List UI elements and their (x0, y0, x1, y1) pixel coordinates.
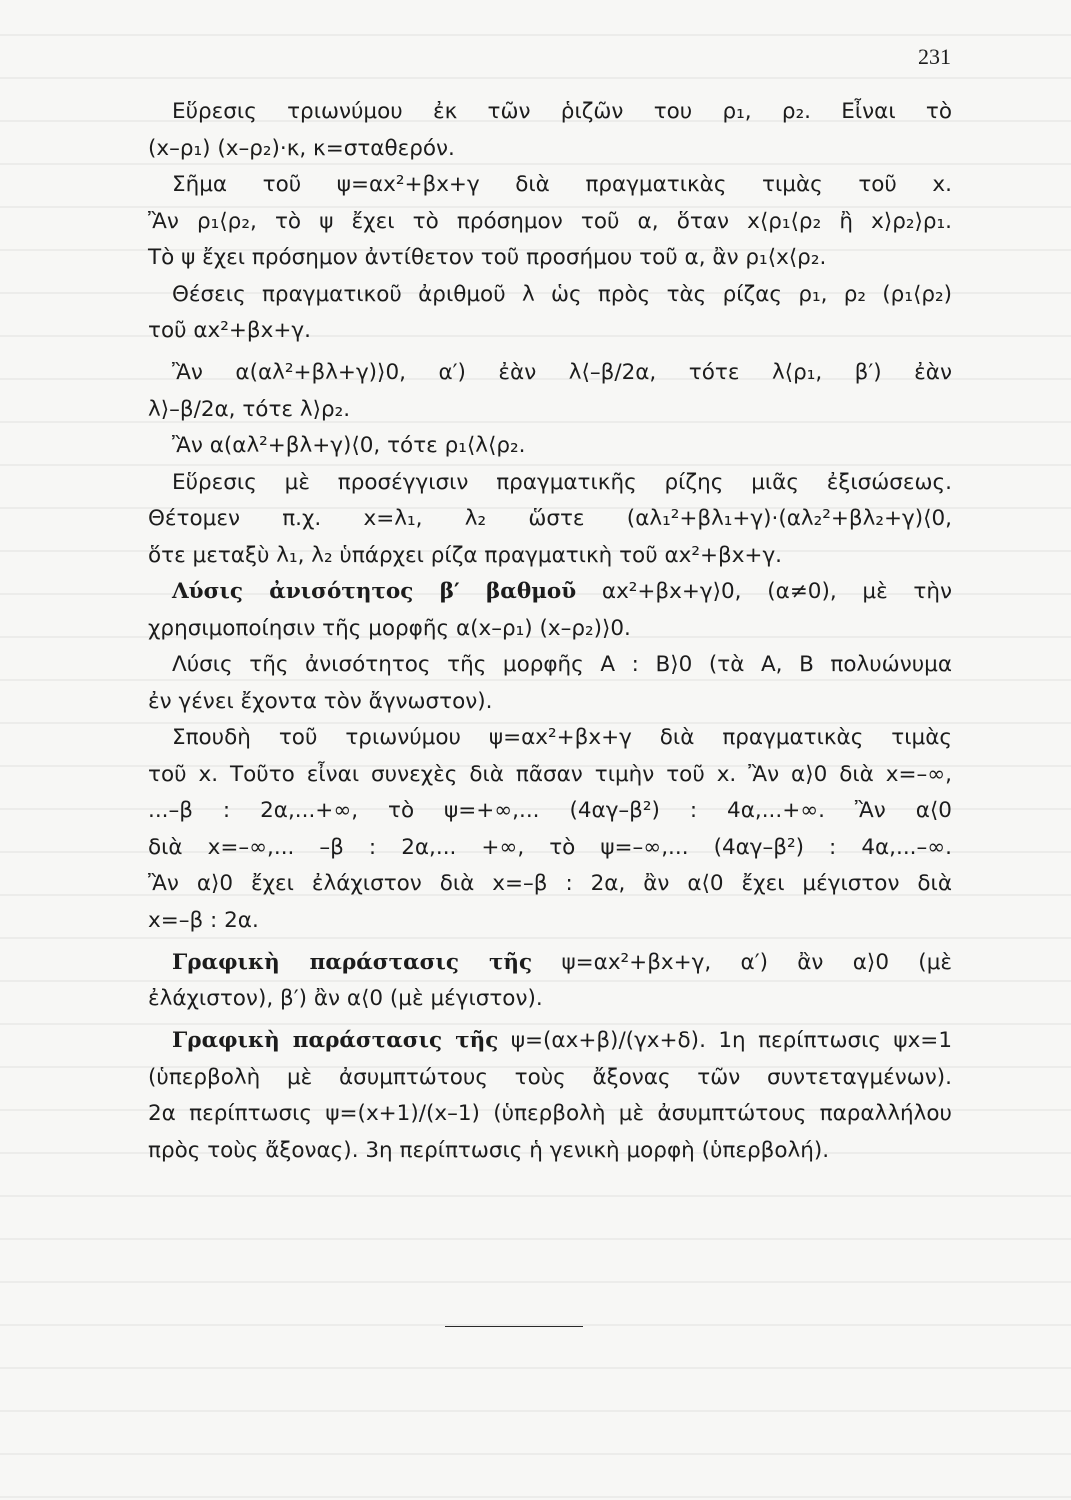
text-line (148, 542, 952, 570)
text-line (148, 985, 952, 1013)
line-text: ἐλάχιστον), β′) ἂν α⟨0 (μὲ μέγιστον). (148, 986, 543, 1011)
line-text: Ἂν ρ₁⟨ρ₂, τὸ ψ ἔχει τὸ πρόσημον τοῦ α, ὅταν x⟨ρ₁⟨ρ₂ ἢ x⟩ρ₂⟩ρ₁. (148, 208, 952, 234)
bold-heading-lead: Γραφικὴ παράστασις τῆς (172, 1028, 499, 1053)
text-line (148, 469, 952, 497)
page-number: 231 (918, 44, 951, 69)
text-line (148, 615, 952, 643)
text-line (148, 834, 952, 862)
text-line (148, 244, 952, 272)
line-text: ἐν γένει ἔχοντα τὸν ἄγνωστον). (148, 688, 493, 714)
paragraph-p3 (148, 281, 952, 346)
text-line (148, 688, 952, 716)
paragraph-p1 (148, 98, 952, 163)
text-line (148, 396, 952, 424)
page-body (148, 98, 952, 1173)
line-text: διὰ x=–∞,... –β : 2α,... +∞, τὸ ψ=–∞,... (4αγ–β²) : 4α,...–∞. (148, 834, 952, 860)
line-text: Σπουδὴ τοῦ τριωνύμου ψ=αx²+βx+γ διὰ πραγματικὰς τιμὰς (172, 725, 952, 750)
line-text: Θέτομεν π.χ. x=λ₁, λ₂ ὥστε (αλ₁²+βλ₁+γ)·(αλ₂²+βλ₂+γ)⟨0, (148, 506, 952, 531)
paragraph-p11 (148, 1027, 952, 1165)
text-line (148, 907, 952, 935)
bold-heading-lead: Λύσις ἀνισότητος β′ βαθμοῦ (172, 579, 577, 604)
paragraph-p8 (148, 651, 952, 716)
paragraph-p4 (148, 359, 952, 424)
line-text: Λύσις τῆς ἀνισότητος τῆς μορφῆς Α : Β⟩0 (τὰ Α, Β πολυώνυμα (172, 652, 952, 677)
line-text: Ἂν α(αλ²+βλ+γ)⟨0, τότε ρ₁⟨λ⟨ρ₂. (172, 433, 526, 458)
text-line (148, 761, 952, 789)
text-line (148, 949, 952, 977)
text-line (148, 98, 952, 126)
line-text: Ἂν α(αλ²+βλ+γ)⟩0, α′) ἐὰν λ⟨–β/2α, τότε λ⟨ρ₁, β′) ἐὰν (172, 360, 952, 385)
text-line (148, 135, 952, 163)
bold-heading-lead: Γραφικὴ παράστασις τῆς (172, 949, 533, 975)
text-line (148, 432, 952, 460)
line-text: λ⟩–β/2α, τότε λ⟩ρ₂. (148, 396, 351, 422)
line-text: ψ=αx²+βx+γ, α′) ἂν α⟩0 (μὲ (532, 949, 952, 975)
line-text: Σῆμα τοῦ ψ=αx²+βx+γ διὰ πραγματικὰς τιμὰς τοῦ x. (172, 172, 952, 197)
paragraph-p5 (148, 432, 952, 460)
paragraph-p2 (148, 171, 952, 272)
text-line (148, 1137, 952, 1165)
text-line (148, 797, 952, 825)
line-text: Εὕρεσις τριωνύμου ἐκ τῶν ῥιζῶν του ρ₁, ρ₂. Εἶναι τὸ (172, 99, 952, 124)
paragraph-p10 (148, 949, 952, 1014)
line-text: πρὸς τοὺς ἄξονας). 3η περίπτωσις ἡ γενικὴ μορφὴ (ὑπερβολή). (148, 1137, 830, 1163)
section-end-rule (445, 1326, 583, 1327)
text-line (148, 724, 952, 752)
line-text: τοῦ x. Τοῦτο εἶναι συνεχὲς διὰ πᾶσαν τιμὴν τοῦ x. Ἂν α⟩0 διὰ x=–∞, (148, 761, 952, 787)
line-text: χρησιμοποίησιν τῆς μορφῆς α(x–ρ₁) (x–ρ₂)⟩0. (148, 615, 631, 641)
text-line (148, 317, 952, 345)
line-text: Τὸ ψ ἔχει πρόσημον ἀντίθετον τοῦ προσήμου τοῦ α, ἂν ρ₁⟨x⟨ρ₂. (148, 245, 827, 270)
paragraph-p9 (148, 724, 952, 935)
line-text: Θέσεις πραγματικοῦ ἀριθμοῦ λ ὡς πρὸς τὰς ρίζας ρ₁, ρ₂ (ρ₁⟨ρ₂) (172, 281, 952, 307)
line-text: x=–β : 2α. (148, 907, 259, 933)
paragraph-p6 (148, 469, 952, 570)
line-text: ὅτε μεταξὺ λ₁, λ₂ ὑπάρχει ρίζα πραγματικὴ τοῦ αx²+βx+γ. (148, 542, 783, 568)
text-line (148, 578, 952, 606)
line-text: 2α περίπτωσις ψ=(x+1)/(x–1) (ὑπερβολὴ μὲ ἀσυμπτώτους παραλλήλου (148, 1101, 952, 1126)
text-line (148, 1064, 952, 1092)
paragraph-p7 (148, 578, 952, 643)
line-text: (ὑπερβολὴ μὲ ἀσυμπτώτους τοὺς ἄξονας τῶν συντεταγμένων). (148, 1064, 952, 1090)
line-text: (x–ρ₁) (x–ρ₂)·κ, κ=σταθερόν. (148, 135, 455, 161)
line-text: ψ=(αx+β)/(γx+δ). 1η περίπτωσις ψx=1 (498, 1028, 952, 1053)
text-line (148, 505, 952, 533)
line-text: αx²+βx+γ⟩0, (α≠0), μὲ τὴν (576, 579, 952, 604)
text-line (148, 870, 952, 898)
text-line (148, 208, 952, 236)
text-line (148, 1027, 952, 1055)
line-text: ...–β : 2α,...+∞, τὸ ψ=+∞,... (4αγ–β²) : 4α,...+∞. Ἂν α⟨0 (148, 798, 952, 823)
line-text: τοῦ αx²+βx+γ. (148, 318, 311, 343)
text-line (148, 171, 952, 199)
text-line (148, 651, 952, 679)
line-text: Ἂν α⟩0 ἔχει ἐλάχιστον διὰ x=–β : 2α, ἂν α⟨0 ἔχει μέγιστον διὰ (148, 871, 952, 896)
text-line (148, 281, 952, 309)
text-line (148, 359, 952, 387)
line-text: Εὕρεσις μὲ προσέγγισιν πραγματικῆς ρίζης μιᾶς ἐξισώσεως. (172, 469, 952, 495)
text-line (148, 1100, 952, 1128)
